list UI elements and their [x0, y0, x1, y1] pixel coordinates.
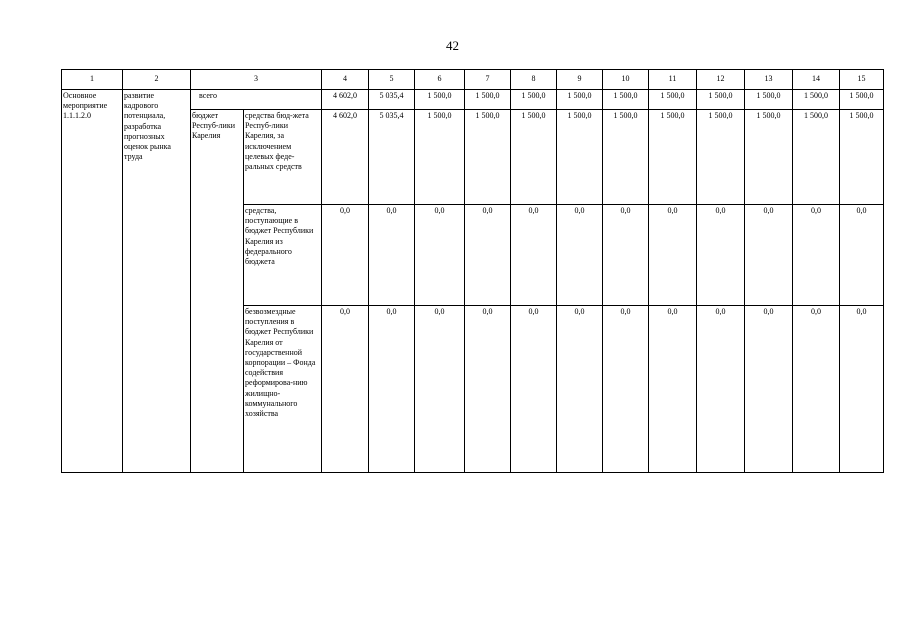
- header-cell: 13: [745, 70, 793, 90]
- header-cell: 3: [191, 70, 322, 90]
- value-cell: 0,0: [793, 306, 840, 473]
- header-cell: 11: [649, 70, 697, 90]
- value-cell: 1 500,0: [511, 110, 557, 205]
- value-cell: 0,0: [557, 306, 603, 473]
- header-cell: 12: [697, 70, 745, 90]
- funding-source-cell: безвозмездные поступления в бюджет Республики Карелия от государственной корпорации – Фонда содействия реформирова-нию жилищно-коммунального хозяйства: [244, 306, 322, 473]
- value-cell: 0,0: [840, 306, 884, 473]
- header-cell: 8: [511, 70, 557, 90]
- header-cell: 10: [603, 70, 649, 90]
- header-cell: 14: [793, 70, 840, 90]
- value-cell: 1 500,0: [415, 110, 465, 205]
- value-cell: 1 500,0: [745, 90, 793, 110]
- value-cell: 1 500,0: [649, 90, 697, 110]
- value-cell: 1 500,0: [557, 90, 603, 110]
- value-cell: 1 500,0: [603, 90, 649, 110]
- value-cell: 0,0: [840, 205, 884, 306]
- value-cell: 0,0: [697, 306, 745, 473]
- value-cell: 0,0: [697, 205, 745, 306]
- value-cell: 0,0: [793, 205, 840, 306]
- value-cell: 0,0: [415, 306, 465, 473]
- value-cell: 0,0: [511, 306, 557, 473]
- header-cell: 7: [465, 70, 511, 90]
- value-cell: 1 500,0: [697, 90, 745, 110]
- header-cell: 15: [840, 70, 884, 90]
- value-cell: 1 500,0: [840, 90, 884, 110]
- value-cell: 0,0: [649, 306, 697, 473]
- header-cell: 6: [415, 70, 465, 90]
- value-cell: 5 035,4: [369, 90, 415, 110]
- value-cell: 4 602,0: [322, 110, 369, 205]
- event-name-cell: Основное мероприятие 1.1.1.2.0: [62, 90, 123, 473]
- header-cell: 4: [322, 70, 369, 90]
- value-cell: 0,0: [603, 205, 649, 306]
- value-cell: 1 500,0: [745, 110, 793, 205]
- header-cell: 1: [62, 70, 123, 90]
- value-cell: 1 500,0: [465, 110, 511, 205]
- header-cell: 5: [369, 70, 415, 90]
- value-cell: 0,0: [465, 306, 511, 473]
- value-cell: 0,0: [415, 205, 465, 306]
- value-cell: 0,0: [557, 205, 603, 306]
- value-cell: 1 500,0: [557, 110, 603, 205]
- value-cell: 1 500,0: [415, 90, 465, 110]
- value-cell: 0,0: [603, 306, 649, 473]
- value-cell: 0,0: [369, 306, 415, 473]
- page-number: 42: [446, 38, 459, 53]
- table-row-total: [62, 90, 884, 110]
- value-cell: 1 500,0: [793, 110, 840, 205]
- value-cell: 1 500,0: [697, 110, 745, 205]
- header-cell: 2: [123, 70, 191, 90]
- budget-label-cell: бюджет Респуб-лики Карелия: [191, 110, 244, 473]
- value-cell: 0,0: [465, 205, 511, 306]
- funding-source-cell: средства, поступающие в бюджет Республики Карелия из федерального бюджета: [244, 205, 322, 306]
- value-cell: 0,0: [511, 205, 557, 306]
- funding-source-cell: средства бюд-жета Респуб-лики Карелия, за исключением целевых феде-ральных средств: [244, 110, 322, 205]
- value-cell: 1 500,0: [511, 90, 557, 110]
- value-cell: 0,0: [649, 205, 697, 306]
- value-cell: 1 500,0: [649, 110, 697, 205]
- value-cell: 1 500,0: [793, 90, 840, 110]
- value-cell: 0,0: [322, 306, 369, 473]
- value-cell: 0,0: [745, 205, 793, 306]
- budget-table: [61, 69, 884, 473]
- event-description-cell: развитие кадрового потенциала, разработка прогнозных оценок рынка труда: [123, 90, 191, 473]
- header-cell: 9: [557, 70, 603, 90]
- total-label-cell: всего: [191, 90, 322, 110]
- table-header-row: [62, 70, 884, 90]
- value-cell: 0,0: [369, 205, 415, 306]
- value-cell: 0,0: [322, 205, 369, 306]
- value-cell: 1 500,0: [465, 90, 511, 110]
- value-cell: 1 500,0: [840, 110, 884, 205]
- value-cell: 5 035,4: [369, 110, 415, 205]
- value-cell: 4 602,0: [322, 90, 369, 110]
- value-cell: 1 500,0: [603, 110, 649, 205]
- value-cell: 0,0: [745, 306, 793, 473]
